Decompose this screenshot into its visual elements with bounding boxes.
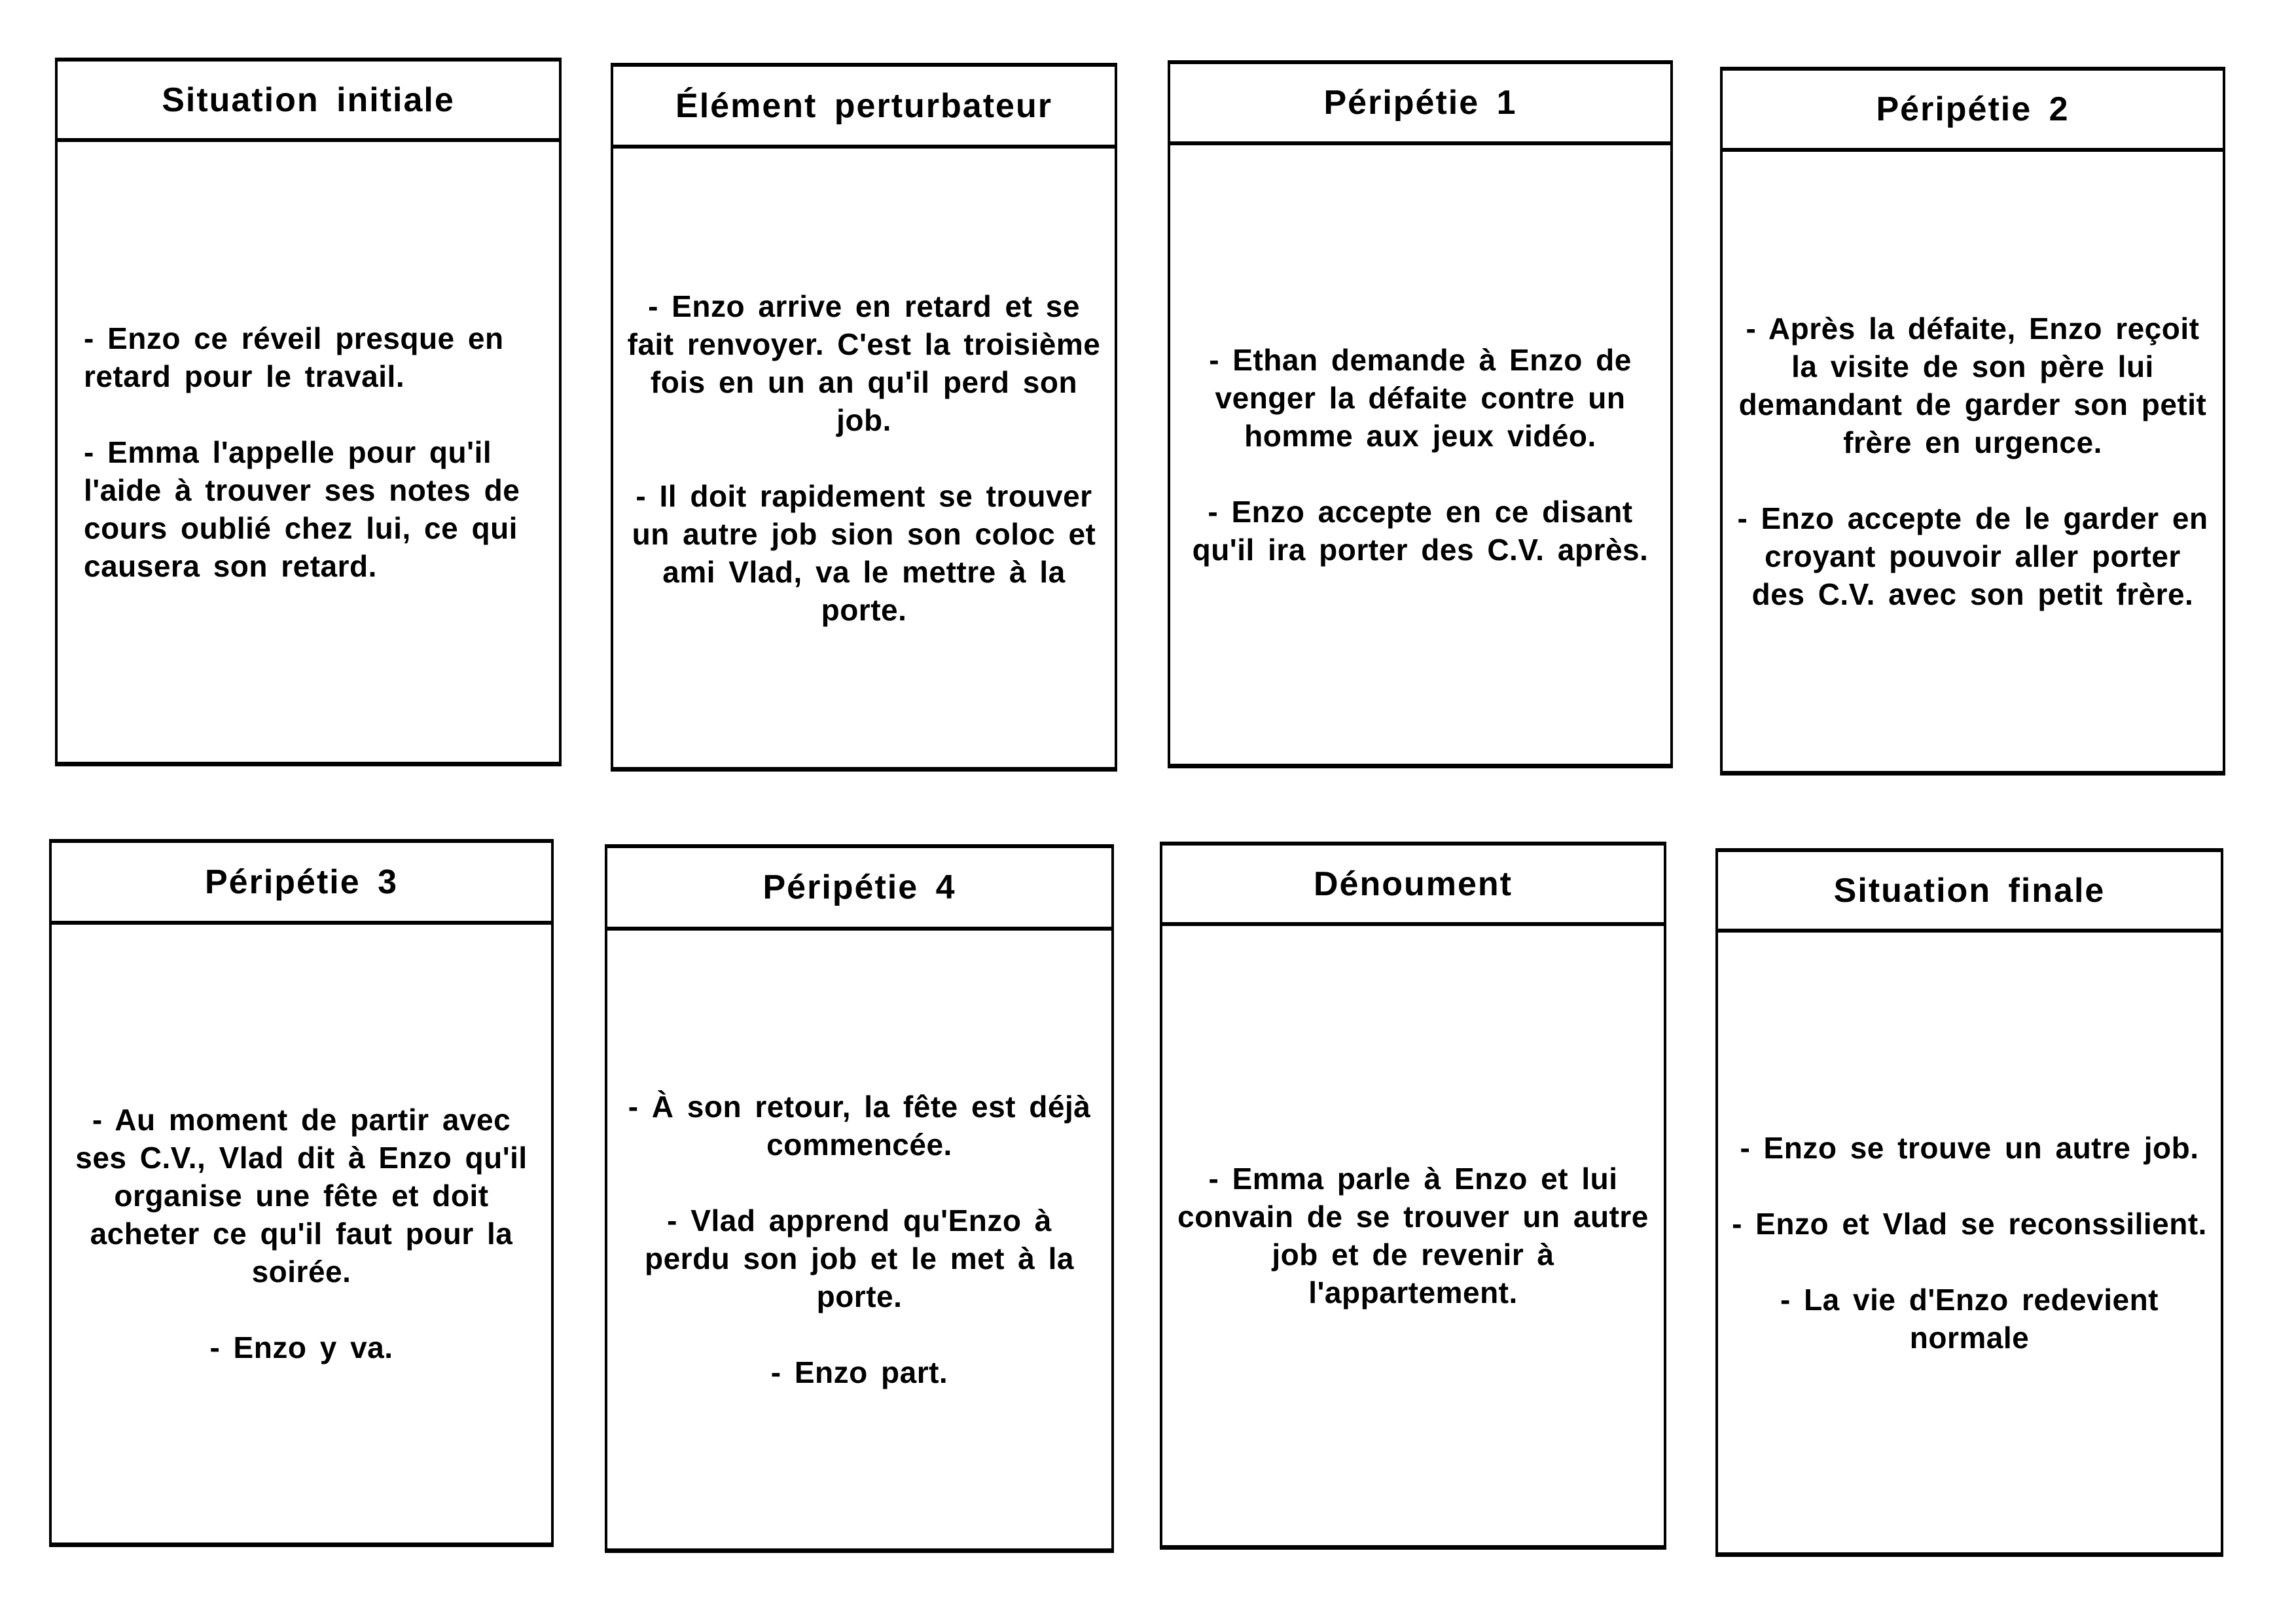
card-situation-finale <box>1715 848 2223 1557</box>
card-title-peripetie-4: Péripétie 4 <box>762 868 956 906</box>
card-body-element-perturbateur <box>613 149 1115 767</box>
card-header-peripetie-2 <box>1723 71 2223 152</box>
card-body-peripetie-4 <box>607 931 1111 1548</box>
card-title-denoument: Dénoument <box>1314 865 1513 903</box>
card-title-peripetie-1: Péripétie 1 <box>1323 84 1517 122</box>
card-paragraph: - Enzo accepte de le garder en croyant pouvoir aller porter des C.V. avec son petit frère. <box>1737 501 2208 611</box>
card-paragraph: - Enzo accepte en ce disant qu'il ira porter des C.V. après. <box>1192 494 1649 567</box>
card-paragraph: - Après la défaite, Enzo reçoit la visite de son père lui demandant de garder son petit frère en urgence. <box>1738 312 2207 459</box>
card-header-situation-initiale <box>58 62 559 142</box>
card-body-peripetie-2 <box>1723 152 2223 771</box>
card-body-denoument <box>1162 926 1664 1545</box>
card-paragraph: - Emma parle à Enzo et lui convain de se trouver un autre job et de revenir à l'appartement. <box>1177 1162 1649 1310</box>
card-paragraph: - Emma l'appelle pour qu'il l'aide à trouver ses notes de cours oublié chez lui, ce qui causera son retard. <box>84 435 520 583</box>
card-element-perturbateur <box>611 63 1117 772</box>
card-situation-initiale <box>55 58 562 766</box>
card-header-peripetie-1 <box>1170 64 1670 145</box>
card-title-element-perturbateur: Élément perturbateur <box>675 86 1052 125</box>
card-peripetie-3 <box>49 839 554 1547</box>
card-body-situation-finale <box>1718 933 2221 1552</box>
card-paragraph: - À son retour, la fête est déjà commencée. <box>628 1090 1091 1162</box>
card-denoument <box>1160 842 1666 1550</box>
card-paragraph: - Au moment de partir avec ses C.V., Vlad dit à Enzo qu'il organise une fête et doit acheter ce qu'il faut pour la soirée. <box>75 1103 528 1289</box>
card-paragraph: - Ethan demande à Enzo de venger la défaite contre un homme aux jeux vidéo. <box>1209 342 1632 453</box>
card-header-peripetie-4 <box>607 848 1111 931</box>
card-header-element-perturbateur <box>613 67 1115 149</box>
card-peripetie-1 <box>1168 60 1673 768</box>
card-title-situation-finale: Situation finale <box>1833 871 2106 910</box>
card-body-peripetie-1 <box>1170 145 1670 764</box>
card-paragraph: - Vlad apprend qu'Enzo à perdu son job et le met à la porte. <box>644 1204 1074 1313</box>
card-paragraph: - Il doit rapidement se trouver un autre job sion son coloc et ami Vlad, va le mettre à la porte. <box>632 478 1096 627</box>
card-paragraph: - Enzo y va. <box>209 1330 393 1364</box>
card-paragraph: - Enzo et Vlad se reconssilient. <box>1732 1206 2207 1241</box>
card-peripetie-4 <box>605 844 1114 1553</box>
card-paragraph: - Enzo ce réveil presque en retard pour le travail. <box>84 321 504 393</box>
card-paragraph: - Enzo part. <box>770 1355 948 1389</box>
card-body-peripetie-3 <box>52 925 551 1543</box>
card-title-peripetie-2: Péripétie 2 <box>1876 90 2070 128</box>
card-paragraph: - Enzo se trouve un autre job. <box>1740 1130 2199 1165</box>
card-title-situation-initiale: Situation initiale <box>162 80 455 119</box>
card-body-situation-initiale <box>58 142 559 762</box>
card-paragraph: - Enzo arrive en retard et se fait renvoyer. C'est la troisième fois en un an qu'il perd son job. <box>627 289 1101 437</box>
card-peripetie-2 <box>1720 67 2225 776</box>
card-header-situation-finale <box>1718 852 2221 933</box>
card-header-peripetie-3 <box>52 843 551 925</box>
card-title-peripetie-3: Péripétie 3 <box>204 863 399 901</box>
card-header-denoument <box>1162 846 1664 926</box>
card-paragraph: - La vie d'Enzo redevient normale <box>1780 1282 2159 1355</box>
